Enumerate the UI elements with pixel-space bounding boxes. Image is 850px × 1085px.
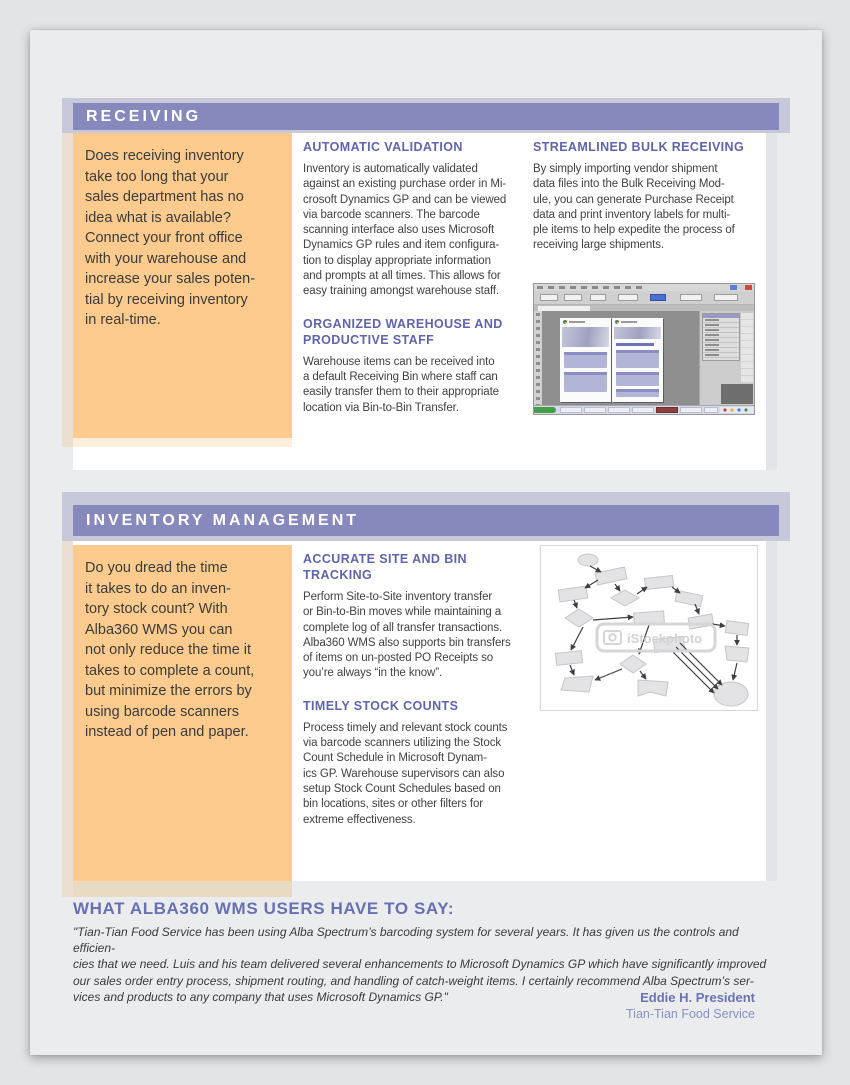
testimonial-attribution	[455, 990, 755, 1022]
layer-row	[703, 353, 739, 358]
article-body-organized-warehouse: Warehouse items can be received into a default Receiving Bin where staff can easily transfer them to their appropriate location via Bin-to-Bin Transfer.	[303, 355, 499, 414]
testimonial-heading: WHAT ALBA360 WMS USERS HAVE TO SAY:	[73, 899, 455, 918]
watermark-text: iStockphoto	[627, 631, 703, 646]
taskbar-item-active	[656, 407, 678, 413]
flowchart-graphic	[541, 546, 757, 710]
taskbar-item	[584, 407, 606, 413]
taskbar-tray-icons	[720, 407, 754, 413]
text-block	[616, 372, 659, 386]
inventory-band-label: INVENTORY MANAGEMENT	[86, 512, 360, 529]
inventory-right-accent-strip	[766, 541, 777, 881]
screenshot-workspace	[534, 311, 754, 405]
article-heading-automatic-validation: AUTOMATIC VALIDATION	[303, 140, 463, 154]
attribution-organization: Tian-Tian Food Service	[626, 1007, 755, 1021]
text-block	[564, 372, 607, 392]
screenshot-spread-top	[560, 318, 663, 402]
screenshot-field	[590, 294, 606, 301]
screenshot-menubar	[534, 284, 754, 291]
taskbar-item	[632, 407, 654, 413]
indesign-screenshot-image	[533, 283, 755, 415]
camera-icon	[604, 631, 621, 644]
page-sheet	[30, 30, 822, 1055]
screenshot-panels	[699, 311, 754, 405]
receiving-band	[73, 103, 779, 130]
screenshot-page-right	[612, 318, 663, 402]
logo-icon	[563, 320, 567, 324]
receiving-right-accent-strip	[766, 133, 777, 470]
screenshot-swatch-block	[721, 384, 753, 404]
page-photo	[614, 327, 661, 339]
testimonial-quote: "Tian-Tian Food Service has been using Alba Spectrum’s barcoding system for several years. It has given us the controls and efficien- cies that we need. Luis and his team delivered several enhancements to Microsoft Dynamics GP which have significantly improved our sales order entry process, shipment routing, and handling of catch-weight items. I certainly recommend Alba Spectrum’s ser- vices and products to any company that uses Microsoft Dynamics GP."	[73, 925, 767, 1004]
article-heading-accurate-site-bin: ACCURATE SITE AND BIN TRACKING	[303, 552, 467, 582]
inventory-band	[73, 505, 779, 536]
logo-icon	[615, 320, 619, 324]
screenshot-field	[650, 294, 666, 301]
screenshot-canvas	[542, 311, 699, 405]
screenshot-field	[540, 294, 558, 301]
text-block	[616, 350, 659, 368]
text-block	[564, 352, 607, 368]
text-block	[616, 389, 659, 397]
article-heading-organized-warehouse: ORGANIZED WAREHOUSE AND PRODUCTIVE STAFF	[303, 316, 503, 347]
inventory-callout-box: Do you dread the time it takes to do an inven- tory stock count? With Alba360 WMS you can not only reduce the time it takes to complete a count, but minimize the errors by using barcode scanners instead of pen and paper.	[73, 545, 292, 881]
receiving-callout-left-shadow	[62, 133, 73, 447]
receiving-callout-bottom-shadow	[73, 438, 292, 447]
start-button-icon	[534, 407, 556, 413]
screenshot-page-left	[560, 318, 611, 402]
page-photo	[562, 327, 609, 347]
receiving-column-right	[533, 139, 765, 270]
article-body-accurate-site-bin: Perform Site-to-Site inventory transfer or Bin-to-Bin moves while maintaining a complete log of all transfer transactions. Alba360 WMS also supports bin transfers of items on un-posted PO Receipts so you’re always “in the know”.	[303, 591, 511, 680]
screenshot-toolbox	[534, 311, 542, 405]
taskbar-item	[704, 407, 718, 413]
screenshot-window-buttons-icon	[730, 285, 752, 290]
screenshot-windows-taskbar	[534, 405, 754, 414]
inventory-callout-bottom-shadow	[73, 881, 292, 897]
article-body-streamlined-bulk-receiving: By simply importing vendor shipment data files into the Bulk Receiving Mod- ule, you can generate Purchase Receipt data and print inventory labels for multi- ple items to help expedite the process of receiving large shipments.	[533, 163, 735, 252]
screenshot-control-bar	[534, 291, 754, 305]
screenshot-layers-panel	[702, 313, 740, 361]
receiving-band-label: RECEIVING	[86, 108, 202, 125]
logo-wordmark	[569, 321, 585, 323]
screenshot-panel-icon-list	[741, 313, 753, 383]
screenshot-field	[714, 294, 738, 301]
article-heading-streamlined-bulk-receiving: STREAMLINED BULK RECEIVING	[533, 140, 745, 154]
logo-wordmark	[621, 321, 637, 323]
taskbar-item	[680, 407, 702, 413]
flowchart-image	[540, 545, 758, 711]
screenshot-menu-text	[537, 286, 647, 289]
taskbar-item	[608, 407, 630, 413]
inventory-callout-left-shadow	[62, 541, 73, 897]
receiving-column-middle	[303, 139, 535, 432]
page-title-line	[616, 343, 654, 346]
article-body-automatic-validation: Inventory is automatically validated against an existing purchase order in Mi- crosoft Dynamics GP and can be viewed via barcode scanners. The barcode scanning interface also uses Microsoft Dynamics GP rules and item configura- tion to display appropriate information and prompts at all times. This allows for easy training amongst warehouse staff.	[303, 163, 507, 298]
screenshot-field	[618, 294, 638, 301]
attribution-name: Eddie H. President	[640, 990, 755, 1005]
receiving-callout-box: Does receiving inventory take too long that your sales department has no idea what is available? Connect your front office with your warehouse and increase your sales poten- tial by receiving inventory in real-time.	[73, 133, 292, 438]
article-body-timely-stock-counts: Process timely and relevant stock counts via barcode scanners utilizing the Stock Count Schedule in Microsoft Dynam- ics GP. Warehouse supervisors can also setup Stock Count Schedules based on bin locations, sites or other filters for extreme effectiveness.	[303, 721, 508, 826]
article-heading-timely-stock-counts: TIMELY STOCK COUNTS	[303, 698, 459, 713]
screenshot-field	[680, 294, 702, 301]
taskbar-item	[560, 407, 582, 413]
screenshot-field	[564, 294, 582, 301]
inventory-column-middle	[303, 551, 535, 844]
